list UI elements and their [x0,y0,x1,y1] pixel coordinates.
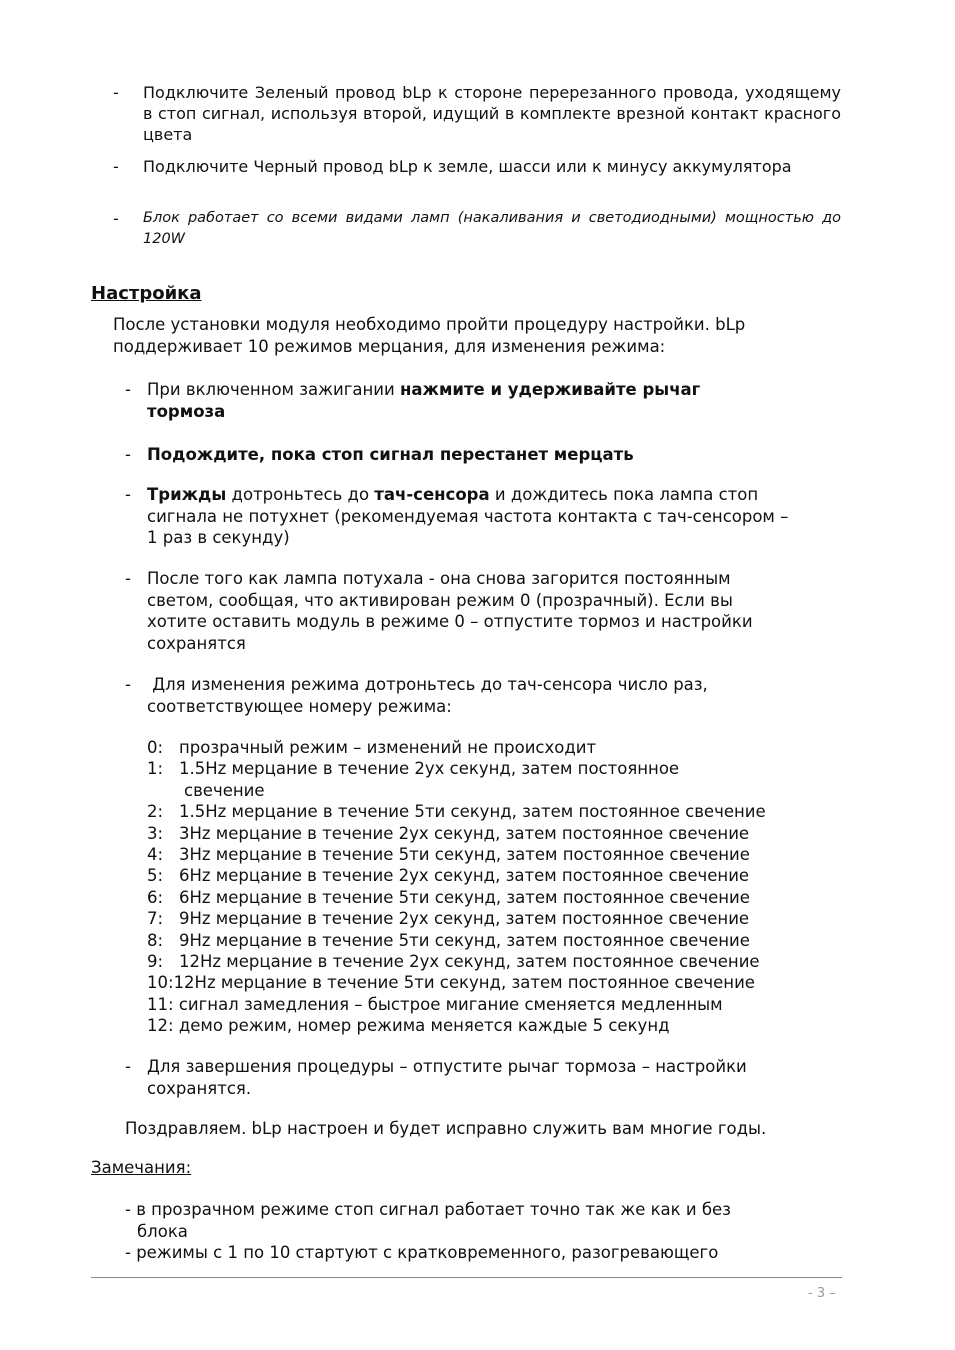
step-text: Для завершения процедуры – отпустите рычаг тормоза – настройки сохранятся. [147,1057,747,1098]
notes-heading: Замечания: [91,1158,192,1177]
list-item-text: Блок работает со всеми видами ламп (накаливания и светодиодными) мощностью до 120W [143,210,841,247]
mode-row: 0: прозрачный режим – изменений не происходит [147,738,597,757]
bullet-dash: - [125,380,131,399]
bullet-dash: - [113,157,119,176]
step-text: Для изменения режима дотроньтесь до тач-сенсора число раз, соответствующее номеру режима: [147,675,714,716]
mode-row: 9: 12Hz мерцание в течение 2ух секунд, затем постоянное свечение [147,952,760,972]
intro-paragraph: После установки модуля необходимо пройти процедуру настройки. bLp поддерживает 10 режимов мерцания, для изменения режима: [113,315,746,356]
mode-row: 2: 1.5Hz мерцание в течение 5ти секунд, затем постоянное свечение [147,802,766,822]
note-item: - режимы с 1 по 10 стартуют с кратковременного, разогревающего [125,1243,719,1262]
list-item-text: Подключите Черный провод bLp к земле, шасси или к минусу аккумулятора [143,157,792,176]
congrats-paragraph: Поздравляем. bLp настроен и будет исправно служить вам многие годы. [125,1119,767,1138]
mode-row: 4: 3Hz мерцание в течение 5ти секунд, затем постоянное свечение [147,845,750,865]
section-heading: Настройка [91,283,202,304]
step-text: После того как лампа потухала - она снова загорится постоянным светом, сообщая, что активирован режим 0 (прозрачный). Если вы хотите оставить модуль в режиме 0 – отпустите тормоз и настройки сохранятся [147,569,753,653]
mode-row: 12: демо режим, номер режима меняется каждые 5 секунд [147,1016,670,1036]
mode-row: 8: 9Hz мерцание в течение 5ти секунд, затем постоянное свечение [147,930,750,950]
step-text: При включенном зажигании нажмите и удерживайте рычаг тормоза [147,380,701,421]
mode-row: 1: 1.5Hz мерцание в течение 2ух секунд, затем постоянное [147,759,680,779]
mode-row: 3: 3Hz мерцание в течение 2ух секунд, затем постоянное свечение [147,823,750,843]
note-item: - в прозрачном режиме стоп сигнал работает точно так же как и без блока [125,1200,731,1241]
mode-row: 5: 6Hz мерцание в течение 2ух секунд, затем постоянное свечение [147,866,750,886]
bullet-dash: - [113,83,119,102]
footer-divider [91,1277,842,1278]
bullet-dash: - [125,675,131,694]
bullet-dash: - [125,485,131,504]
mode-row: 11: сигнал замедления – быстрое мигание сменяется медленным [147,994,723,1014]
mode-row: 7: 9Hz мерцание в течение 2ух секунд, затем постоянное свечение [147,909,750,929]
mode-row: 6: 6Hz мерцание в течение 5ти секунд, затем постоянное свечение [147,887,750,907]
page-number: - 3 – [808,1286,836,1301]
bullet-dash: - [125,1057,131,1076]
list-item-text: Подключите Зеленый провод bLp к стороне перерезанного провода, уходящему в стоп сигнал, используя второй, идущий в комплекте врезной контакт красного цвета [143,83,841,144]
bullet-dash: - [125,445,131,464]
step-text: Трижды дотроньтесь до тач-сенсора и дождитесь пока лампа стоп сигнала не потухнет (рекомендуемая частота контакта с тач-сенсором – 1 раз в секунду) [147,485,789,547]
bullet-dash: - [113,209,119,228]
bullet-dash: - [125,569,131,588]
mode-row: 10:12Hz мерцание в течение 5ти секунд, затем постоянное свечение [147,973,755,993]
step-text: Подождите, пока стоп сигнал перестанет мерцать [147,445,634,464]
mode-row-continuation: свечение [184,780,265,800]
modes-list [147,737,827,1037]
